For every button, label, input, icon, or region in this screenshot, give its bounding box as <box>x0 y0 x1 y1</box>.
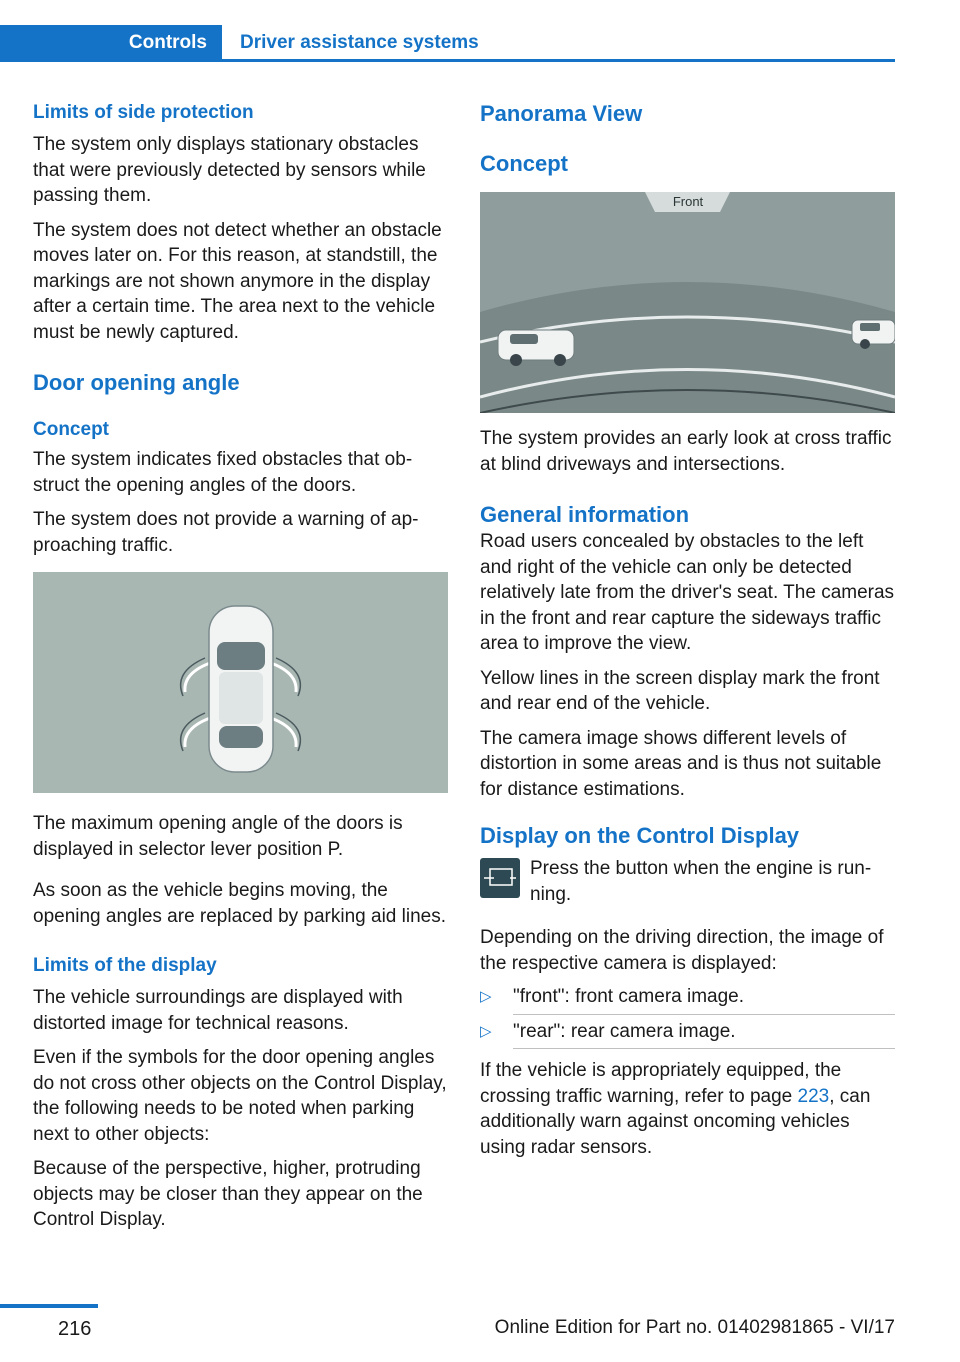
header-rule <box>222 59 895 62</box>
edition-note: Online Edition for Part no. 01402981865 - VI/17 <box>494 1317 895 1338</box>
door-angle-figure <box>33 572 448 793</box>
panorama-concept-paragraph: The system provides an early look at cross traffic at blind driveways and intersections. <box>480 428 892 475</box>
depending-paragraph: Depending on the driving direction, the image of the respective camera is displayed: <box>480 927 884 974</box>
footer-bar <box>0 1304 98 1308</box>
limits-display-paragraph-3: Because of the perspective, higher, protruding objects may be closer than they appear on the Control Display. <box>33 1158 423 1230</box>
general-info-heading: General information <box>480 502 690 527</box>
control-display-heading: Display on the Control Display <box>480 823 800 848</box>
page-number: 216 <box>58 1318 92 1340</box>
crossing-warning-paragraph <box>480 1058 895 1160</box>
camera-button-icon[interactable] <box>480 858 520 898</box>
door-concept-heading: Concept <box>33 419 109 440</box>
limits-side-heading: Limits of side protection <box>33 102 254 123</box>
tab-driver-assistance[interactable]: Driver assistance systems <box>240 32 479 53</box>
list-divider <box>513 1048 895 1049</box>
door-opening-heading: Door opening angle <box>33 370 240 395</box>
tab-controls[interactable] <box>0 25 222 62</box>
panorama-heading: Panorama View <box>480 101 643 126</box>
general-info-paragraph-1: Road users concealed by obstacles to the left and right of the vehicle can only be detected relatively late from the driver's seat. The cameras in the front and rear capture the sideways traffic area to improve the view. <box>480 531 895 654</box>
triangle-right-icon: ▷ <box>480 988 492 1005</box>
limits-side-paragraph-2: The system does not detect whether an obstacle moves later on. For this reason, at standstill, the markings are not shown anymore in the display after a certain time. The area next to the vehicle must be newly captured. <box>33 219 442 343</box>
general-info-paragraph-2: Yellow lines in the screen display mark the front and rear end of the vehicle. <box>480 667 880 714</box>
camera-list <box>480 984 895 1049</box>
page-223-link[interactable]: 223 <box>797 1085 830 1107</box>
panorama-road-illustration <box>480 192 895 413</box>
list-item <box>480 1019 895 1050</box>
limits-side-paragraph-1: The system only displays stationary obstacles that were previously detected by sensors while passing them. <box>33 134 426 206</box>
camera-button-instruction: Press the button when the engine is running. <box>530 858 872 905</box>
general-info-paragraph-3: The camera image shows different levels of distortion in some areas and is thus not suitable for distance estimations. <box>480 727 882 800</box>
left-column <box>33 100 448 1242</box>
right-column <box>480 100 895 1169</box>
panorama-concept-heading: Concept <box>480 151 568 176</box>
crossing-warning-text-after: , can additionally warn against oncoming vehicles using radar sensors. <box>480 1085 871 1158</box>
door-concept-paragraph-2: The system does not provide a warning of approaching traffic. <box>33 509 419 556</box>
car-top-view-illustration <box>33 572 448 793</box>
crossing-warning-text-before: If the vehicle is appropriately equipped, the crossing traffic warning, refer to page <box>480 1060 842 1107</box>
limits-display-paragraph-2: Even if the symbols for the door opening angles do not cross other objects on the Control Display, the following needs to be noted when parking next to other objects: <box>33 1047 447 1145</box>
tab-controls-label: Controls <box>128 32 207 53</box>
camera-button-row <box>480 858 895 912</box>
front-label: Front <box>672 194 704 209</box>
door-concept-paragraph-1: The system indicates fixed obstacles that obstruct the opening angles of the doors. <box>33 449 413 496</box>
panorama-figure <box>480 192 895 413</box>
door-max-angle-paragraph: The maximum opening angle of the doors is displayed in selector lever position P. <box>33 813 403 860</box>
list-item-text: "rear": rear camera image. <box>513 1020 736 1042</box>
list-item-text: "front": front camera image. <box>513 986 745 1007</box>
list-divider <box>513 1014 895 1015</box>
camera-button-glyph <box>480 858 520 898</box>
list-item <box>480 984 895 1015</box>
door-moving-paragraph: As soon as the vehicle begins moving, the opening angles are replaced by parking aid lines. <box>33 880 446 927</box>
limits-display-paragraph-1: The vehicle surroundings are displayed with distorted image for technical reasons. <box>33 987 403 1034</box>
page-header <box>0 0 895 62</box>
triangle-right-icon: ▷ <box>480 1022 492 1040</box>
limits-display-heading: Limits of the display <box>33 955 217 976</box>
